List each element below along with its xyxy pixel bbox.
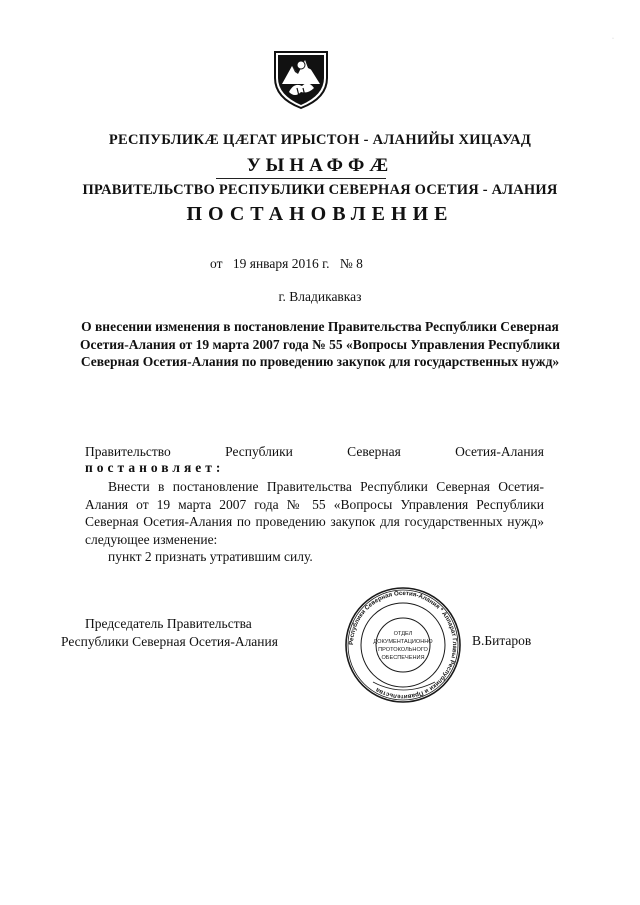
header-russian-title: ПОСТАНОВЛЕНИЕ [186,203,454,225]
emblem-icon [272,48,330,110]
header-russian-line: ПРАВИТЕЛЬСТВО РЕСПУБЛИКИ СЕВЕРНАЯ ОСЕТИЯ - АЛАНИЯ [82,182,558,198]
intro-word: Северная [347,444,401,459]
main-paragraph-text: Внести в постановление Правительства Республики Северная Осетия-Алания от 19 марта 2007 года № 55 «Вопросы Управления Республики Северная Осетия-Алания по проведению закупок для государственных нужд» следующее изменение: [85,479,544,547]
stamp-outer-text: Республики Северная Осетия-Алания * Аппарат Главы Республики и Правительства [347,589,459,701]
signatory-name: В.Битаров [472,633,532,648]
resolves-word: постановляет: [85,460,225,475]
svg-text:ПРОТОКОЛЬНОГО: ПРОТОКОЛЬНОГО [378,647,428,653]
intro-word: Осетия-Алания [455,444,544,459]
stamp-icon [343,586,463,704]
header-divider [216,178,386,179]
svg-text:ОБЕСПЕЧЕНИЯ: ОБЕСПЕЧЕНИЯ [381,655,425,661]
signatory-role-line2: Республики Северная Осетия-Алания [61,633,278,649]
signatory-role-line1: Председатель Правительства [85,616,252,631]
signatory-role [61,615,278,650]
document-number: № 8 [339,256,363,271]
document-city: г. Владикавказ [278,289,362,304]
svg-text:ДОКУМЕНТАЦИОННО: ДОКУМЕНТАЦИОННО [373,639,433,645]
stamp-inner-text: ОТДЕЛ ДОКУМЕНТАЦИОННОГО ПРОТОКОЛЬНОГО ОБЕСПЕЧЕНИЯ [343,586,375,587]
document-date-line [210,256,370,272]
svg-text:ОТДЕЛ: ОТДЕЛ [393,631,413,637]
document-title: О внесении изменения в постановление Правительства Республики Северная Осетия-Алания от 19 марта 2007 года № 55 «Вопросы Управления Республики Северная Осетия-Алания по проведению закупок для государственных нужд» [79,319,561,369]
coat-of-arms-emblem [272,48,330,110]
date-prefix: от [210,256,223,271]
scan-mark: · [612,36,614,42]
item-paragraph: пункт 2 признать утратившим силу. [108,549,313,564]
document-date: 19 января 2016 г. [232,256,330,271]
main-paragraph [85,478,544,548]
official-stamp [343,586,463,704]
header-ossetian-title: УЫНАФФӔ [246,155,394,176]
intro-word: Республики [225,444,293,459]
header-ossetian-line: РЕСПУБЛИКӔ ЦӔГАТ ИРЫСТОН - АЛАНИЙЫ ХИЦАУАД [108,132,532,148]
intro-line [85,443,544,461]
intro-word: Правительство [85,444,171,459]
